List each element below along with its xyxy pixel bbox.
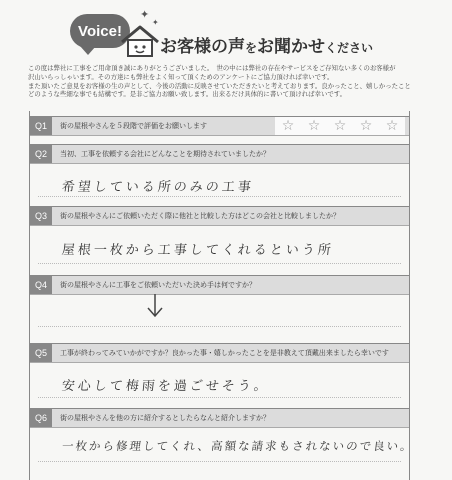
intro-text — [28, 64, 448, 99]
answer-text-q5: 安心して梅雨を過ごせそう。 — [61, 379, 271, 394]
voice-label: Voice! — [78, 22, 122, 40]
page-title — [160, 32, 373, 57]
intro-line: どのような些細な事でも結構です。是非ご協力お願い致します。出来るだけ具体的に書いて頂ければ幸いです。 — [28, 90, 346, 99]
intro-line: 沢山いらっしゃいます。その方達にも弊社をよく知って頂くためのアンケートにご協力頂ければ幸いです。 — [28, 72, 334, 81]
house-icon — [120, 24, 160, 58]
question-text: 街の屋根やさんを５段階で評価をお願いします — [60, 122, 207, 130]
question-text: 工事が終わってみていかがですか？良かった事・嬉しかったことを是非教えて頂戴出来ましたら幸いです — [60, 349, 389, 357]
answer-text-q2: 希望している所のみの工事 — [61, 180, 255, 195]
header — [0, 0, 452, 66]
title-main: お客様の声 — [160, 37, 245, 57]
answer-guide-line — [38, 397, 401, 398]
title-small-1: を — [245, 41, 258, 55]
star-icon: ☆ — [281, 118, 295, 134]
answer-text-q3: 屋根一枚から工事してくれるという所 — [61, 243, 335, 258]
question-number: Q3 — [30, 207, 52, 225]
question-text: 当初、工事を依頼する会社にどんなことを期待されていましたか？ — [60, 150, 270, 158]
sparkle-icon: ✦ — [152, 18, 159, 27]
answer-guide-line — [38, 461, 401, 462]
survey-form — [29, 111, 415, 480]
question-bar-q6 — [30, 408, 409, 428]
title-main-2: お聞かせ — [257, 37, 326, 57]
rating-stars — [275, 117, 405, 135]
question-text: 街の屋根やさんを他の方に紹介するとしたらなんと紹介しますか？ — [60, 414, 270, 422]
question-number: Q2 — [30, 145, 52, 163]
question-text: 街の屋根やさんに工事をご依頼いただいた決め手は何ですか？ — [60, 281, 256, 289]
intro-line: また頂いたご意見をお客様の生の声として、今後の活動に反映させていただきたいと考えております。良かったこと、嬉しかったこと — [28, 81, 411, 90]
question-number: Q6 — [30, 409, 52, 427]
question-number: Q1 — [30, 117, 52, 135]
question-text: 街の屋根やさんにご依頼いただく際に他社と比較した方はどこの会社と比較しましたか？ — [60, 212, 340, 220]
intro-line: この度は弊社に工事をご用命頂き誠にありがとうございました。 世の中には弊社の存在やサービスをご存知ない多くのお客様が — [28, 64, 396, 72]
question-bar-q1 — [30, 116, 409, 136]
answer-guide-line — [38, 196, 401, 197]
star-icon: ☆ — [385, 118, 399, 134]
sparkle-icon: ✦ — [140, 8, 150, 21]
star-icon: ☆ — [307, 118, 321, 134]
answer-guide-line — [38, 263, 401, 264]
question-bar-q3 — [30, 206, 409, 226]
handwritten-arrow-icon — [145, 293, 165, 319]
question-bar-q4 — [30, 275, 409, 295]
answer-guide-line — [38, 326, 401, 327]
star-icon: ☆ — [333, 118, 347, 134]
question-bar-q5 — [30, 343, 409, 363]
star-icon: ☆ — [359, 118, 373, 134]
question-bar-q2 — [30, 144, 409, 164]
question-number: Q5 — [30, 344, 52, 362]
answer-text-q6: 一枚から修理してくれ、高額な請求もされないので良い。 — [61, 439, 415, 453]
question-number: Q4 — [30, 276, 52, 294]
title-small-2: ください — [325, 41, 374, 55]
